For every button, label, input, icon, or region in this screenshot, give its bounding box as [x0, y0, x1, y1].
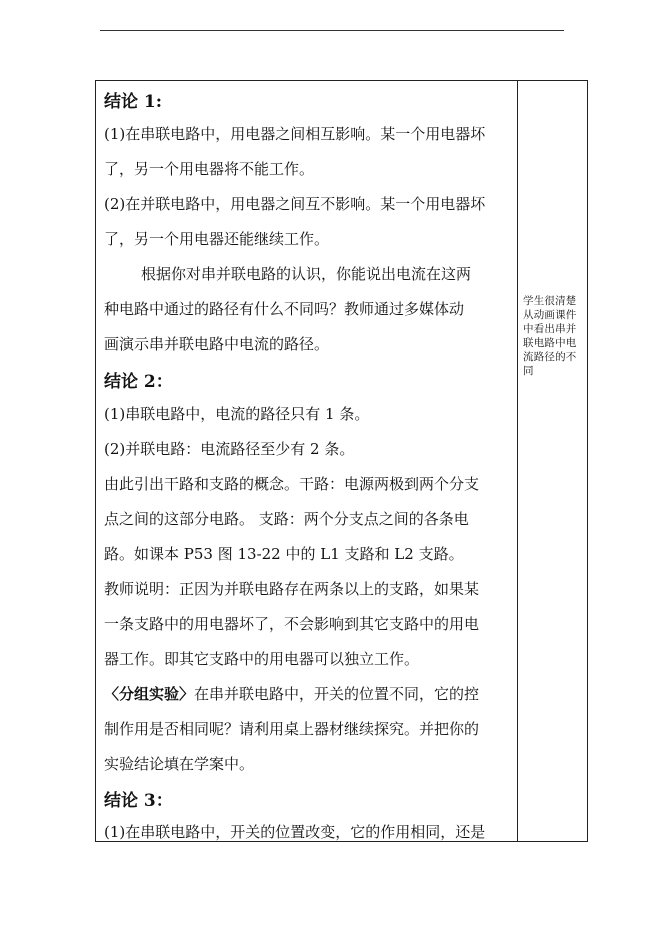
group-experiment-label: 〈分组实验〉 [104, 685, 195, 703]
conclusion-2-title: 结论 2： [104, 372, 173, 392]
header-rule [100, 30, 564, 31]
side-note-line-3: 中看出串并 [523, 323, 577, 335]
lesson-table [95, 80, 588, 842]
teacher-note-line-2: 一条支路中的用电器坏了，不会影响到其它支路中的用电 [104, 615, 480, 633]
teacher-note-line-1: 教师说明：正因为并联电路存在两条以上的支路，如果某 [104, 580, 480, 598]
conclusion-3-title: 结论 3： [104, 791, 173, 811]
column-divider [517, 81, 518, 841]
student-activity-cell [523, 294, 587, 378]
side-note-line-5: 流路径的不 [523, 351, 577, 363]
conclusion-2-line-2: (2)并联电路：电流路径至少有 2 条。 [104, 440, 355, 458]
question-line-3: 画演示串并联电路中电流的路径。 [104, 335, 330, 353]
conclusion-1-title: 结论 1: [104, 92, 163, 112]
definition-line-2: 点之间的这部分电路。 支路：两个分支点之间的各条电 [104, 510, 469, 528]
conclusion-1-line-2: 了，另一个用电器将不能工作。 [104, 160, 315, 178]
side-note-line-6: 同 [523, 365, 534, 377]
teacher-note-line-3: 器工作。即其它支路中的用电器可以独立工作。 [104, 650, 420, 668]
conclusion-2-line-1: (1)串联电路中，电流的路径只有 1 条。 [104, 405, 370, 423]
side-note-line-4: 联电路中电 [523, 337, 577, 349]
definition-line-1: 由此引出干路和支路的概念。干路：电源两极到两个分支 [104, 475, 480, 493]
experiment-line-1-text: 在串并联电路中，开关的位置不同，它的控 [194, 685, 480, 703]
question-line-2: 种电路中通过的路径有什么不同吗？教师通过多媒体动 [104, 300, 465, 318]
conclusion-1-line-3: (2)在并联电路中，用电器之间互不影响。某一个用电器坏 [104, 195, 486, 213]
conclusion-1-line-1: (1)在串联电路中，用电器之间相互影响。某一个用电器坏 [104, 125, 486, 143]
side-note-line-2: 从动画课件 [523, 309, 577, 321]
definition-line-3: 路。如课本 P53 图 13-22 中的 L1 支路和 L2 支路。 [104, 545, 464, 563]
experiment-line-3: 实验结论填在学案中。 [104, 755, 255, 773]
question-line-1: 根据你对串并联电路的认识，你能说出电流在这两 [141, 265, 472, 283]
experiment-line-1 [104, 683, 479, 704]
conclusion-3-line-1: (1)在串联电路中，开关的位置改变，它的作用相同，还是 [104, 823, 486, 841]
side-note-line-1: 学生很清楚 [523, 295, 577, 307]
experiment-line-2: 制作用是否相同呢？请利用桌上器材继续探究。并把你的 [104, 720, 480, 738]
conclusion-1-line-4: 了，另一个用电器还能继续工作。 [104, 230, 330, 248]
